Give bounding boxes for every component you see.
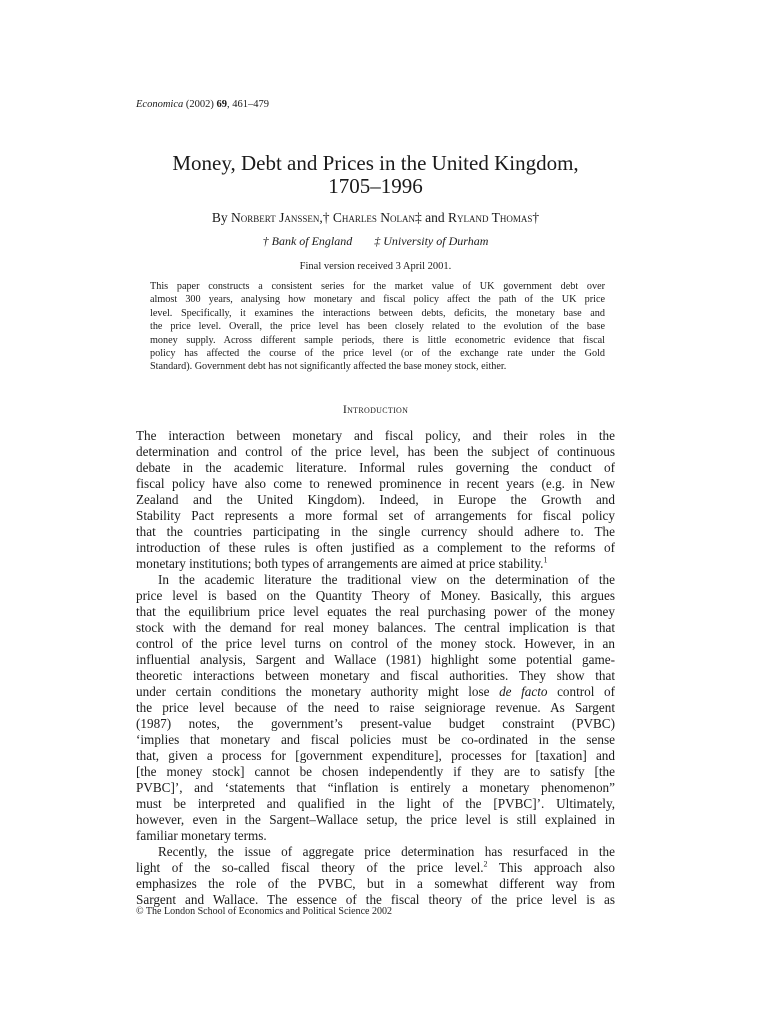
copyright-footer: © The London School of Economics and Political Science 2002 (136, 906, 392, 917)
body-text (136, 428, 615, 908)
author-mark-3: † (532, 210, 540, 225)
abstract-line: money supply. Across different sample periods, there is little econometric evidence that fiscal (150, 334, 605, 346)
author-mark-1: ,† (319, 210, 333, 225)
abstract (150, 280, 605, 374)
body-line: price level is based on the Quantity Theory of Money. Basically, this argues (136, 588, 615, 603)
body-line: fiscal policy have also come to renewed prominence in recent years (e.g. in New (136, 476, 615, 491)
body-line: theoretic interactions between monetary and fiscal authorities. They show that (136, 668, 615, 683)
body-line: In the academic literature the traditional view on the determination of the (158, 572, 615, 587)
affiliation-durham: ‡ University of Durham (374, 234, 489, 248)
footnote-ref-2[interactable]: 2 (483, 859, 488, 869)
body-line: [the money stock] cannot be chosen independently if they are to satisfy [the (136, 764, 615, 779)
abstract-line: policy has affected the course of the price level (or of the exchange rate under the Gold (150, 348, 605, 360)
affiliation-bank-of-england: † Bank of England (262, 234, 353, 248)
authors-prefix: By (211, 210, 231, 225)
italic-de-facto: de facto (499, 684, 548, 699)
body-line: familiar monetary terms. (136, 828, 267, 843)
abstract-line: Standard). Government debt has not significantly affected the base money stock, either. (150, 361, 507, 373)
body-line: ‘implies that monetary and fiscal policies must be co-ordinated in the sense (136, 732, 615, 747)
body-line: The interaction between monetary and fiscal policy, and their roles in the (136, 428, 615, 443)
body-line: however, even in the Sargent–Wallace setup, the price level is still explained in (136, 812, 615, 827)
author-thomas: Ryland Thomas (448, 210, 533, 225)
author-janssen: Norbert Janssen (231, 210, 320, 225)
journal-citation (136, 98, 269, 112)
body-line: PVBC]’, and ‘statements that “inflation is entirely a monetary phenomenon” (136, 780, 615, 795)
footnote-ref-1[interactable]: 1 (543, 555, 548, 565)
abstract-line: the price level. Overall, the price level has been closely related to the evolution of the base (150, 321, 605, 333)
title-line-1: Money, Debt and Prices in the United Kingdom, (172, 151, 579, 175)
body-line: that the equilibrium price level equates the real purchasing power of the money (136, 604, 615, 619)
body-line-text: This approach also (487, 860, 616, 875)
body-line: introduction of these rules is often justified as a complement to the reforms of (136, 540, 615, 555)
body-line: Zealand and the United Kingdom). Indeed, in Europe the Growth and (136, 492, 615, 507)
body-line: control of the price level turns on control of the money stock. However, in an (136, 636, 615, 651)
body-line: must be interpreted and qualified in the light of the [PVBC]’. Ultimately, (136, 796, 615, 811)
body-line: determination and control of the price level, has been the subject of continuous (136, 444, 615, 459)
body-line: the price level because of the need to raise seigniorage revenue. As Sargent (136, 700, 615, 715)
body-line-text: under certain conditions the monetary authority might lose (136, 684, 500, 699)
author-nolan: Charles Nolan (332, 210, 415, 225)
abstract-line: almost 300 years, analysing how monetary and fiscal policy affect the path of the UK price (150, 294, 605, 306)
journal-volume: 69 (216, 99, 227, 110)
journal-name: Economica (136, 99, 184, 110)
body-line-text: monetary institutions; both types of arrangements are aimed at price stability. (136, 556, 544, 571)
abstract-line: level. Specifically, it examines the interactions between debts, deficits, the monetary base and (150, 307, 605, 319)
body-line: (1987) notes, the government’s present-value budget constraint (PVBC) (136, 716, 615, 731)
body-line: that the countries participating in the single currency should adhere to. The (136, 524, 615, 539)
affiliations (136, 234, 615, 249)
body-line: Sargent and Wallace. The essence of the fiscal theory of the price level is as (136, 892, 615, 907)
abstract-line: This paper constructs a consistent series for the market value of UK government debt over (150, 281, 605, 292)
author-list (136, 209, 615, 226)
body-line-text: control of (547, 684, 615, 699)
body-line: Stability Pact represents a more formal set of arrangements for fiscal policy (136, 508, 615, 523)
body-line: that, given a process for [government expenditure], processes for [taxation] and (136, 748, 615, 763)
journal-pages: , 461–479 (227, 99, 269, 110)
author-mark-2: ‡ and (415, 210, 448, 225)
title-line-2: 1705–1996 (328, 174, 423, 198)
body-line: stock with the demand for real money balances. The central implication is that (136, 620, 615, 635)
received-date: Final version received 3 April 2001. (299, 261, 452, 272)
body-line: emphasizes the role of the PVBC, but in a somewhat different way from (136, 876, 615, 891)
body-line (136, 684, 615, 700)
paper-title (136, 152, 615, 198)
journal-year: (2002) (185, 99, 214, 110)
body-line (136, 556, 615, 572)
body-line: Recently, the issue of aggregate price determination has resurfaced in the (158, 844, 615, 859)
body-line: debate in the academic literature. Informal rules governing the conduct of (136, 460, 615, 475)
body-line: influential analysis, Sargent and Wallace (1981) highlight some potential game- (136, 652, 615, 667)
body-line-text: light of the so-called fiscal theory of the price level. (136, 860, 484, 875)
body-line (136, 860, 615, 876)
section-heading: Introduction (342, 402, 409, 416)
